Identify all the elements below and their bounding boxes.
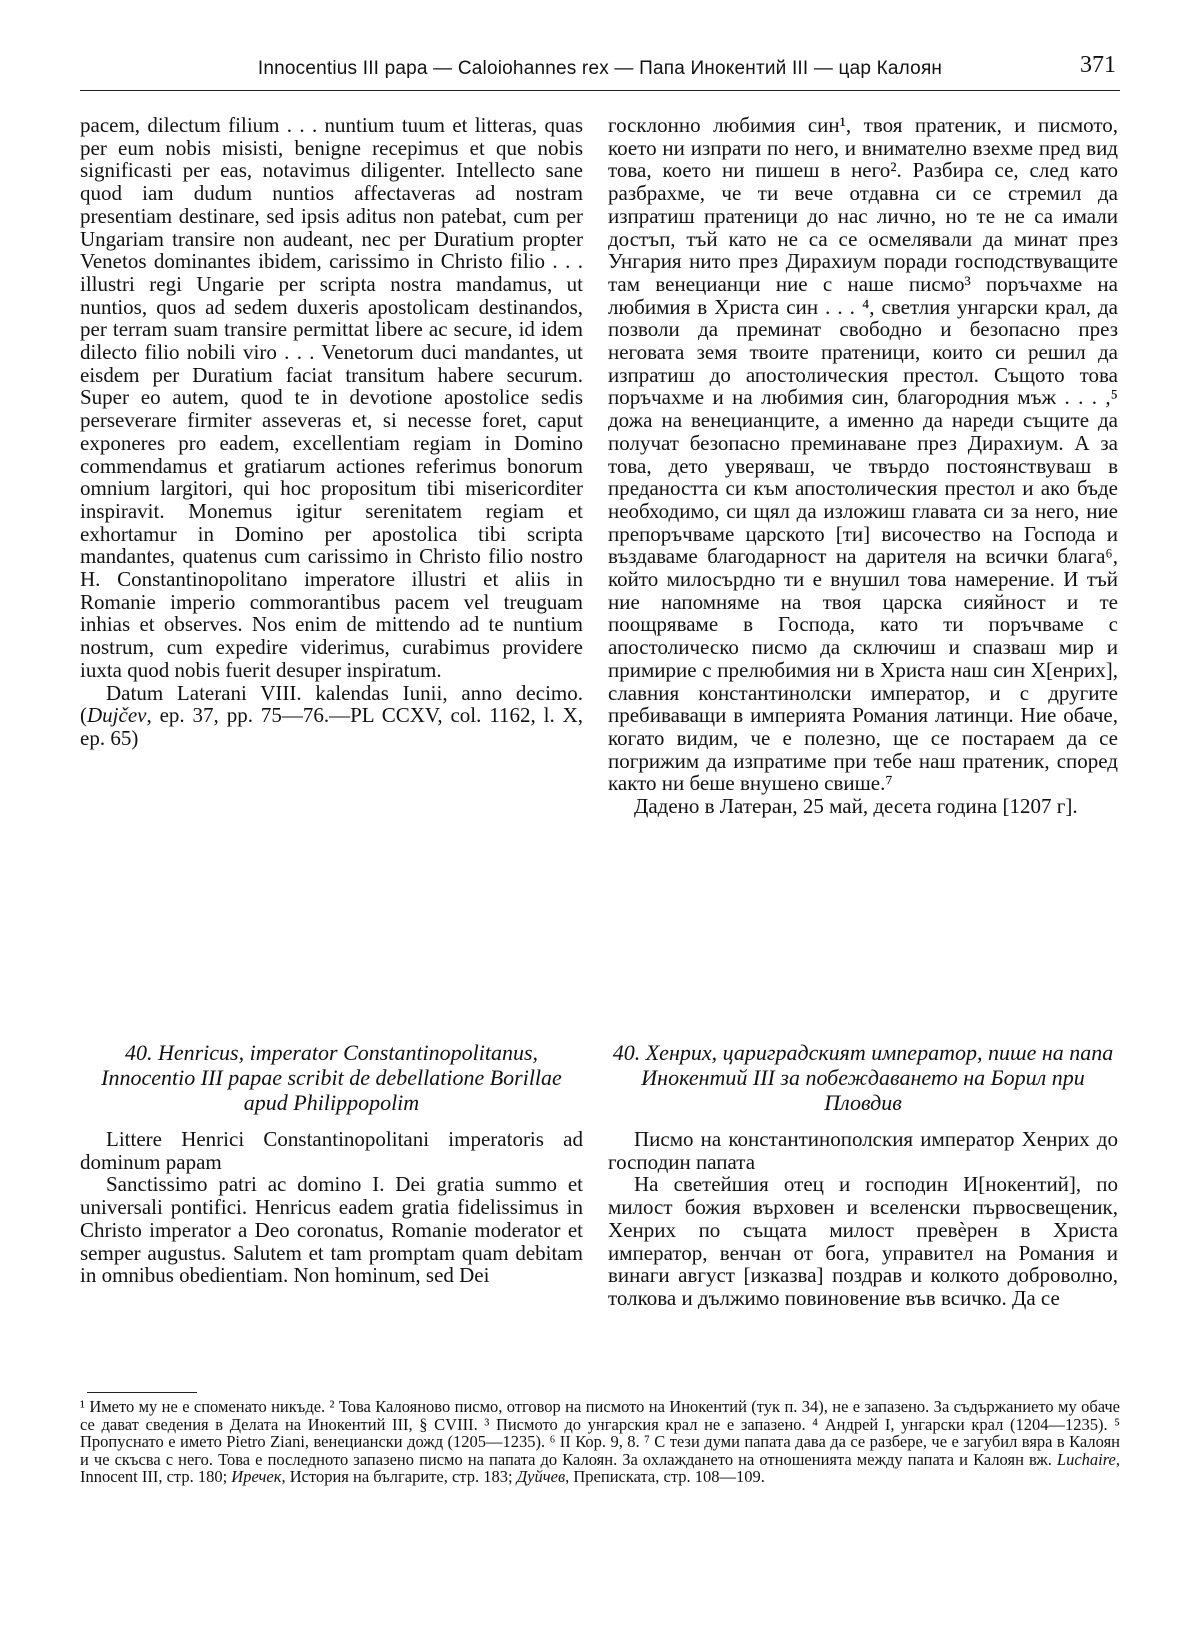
running-header — [80, 50, 1120, 91]
letter40-latin-column — [80, 1128, 583, 1287]
letter39-latin-dating: Datum Laterani VIII. kalendas Iunii, anno decimo. (Dujčev, ep. 37, pp. 75—76.—PL CCXV, col. 1162, l. X, ep. 65) — [80, 680, 583, 750]
letter40-bulgarian-intro: Писмо на константинополския император Хенрих до господин папата — [608, 1127, 1118, 1174]
footnotes — [80, 1398, 1120, 1486]
letter40-bulgarian-text: На светейшия отец и господин И[нокентий], по милост божия върховен и вселенски първосвещеник, Хенрих по същата милост превѐрен в Христа император, венчан от бога, управител на Романия и винаги август [изказва] поздрав и колкото доброволно, толкова и дължимо повиновение във всичко. Да се — [608, 1172, 1118, 1310]
dujcev-footnote-citation: Дуйчев — [516, 1467, 566, 1486]
letter39-bulgarian-column — [608, 114, 1118, 818]
page-number: 371 — [1080, 52, 1116, 78]
luchaire-citation: Luchaire — [1056, 1449, 1116, 1469]
irecek-citation: Иречек — [231, 1467, 282, 1486]
letter39-latin-column — [80, 114, 583, 750]
letter39-bulgarian-text: госклонно любимия син¹, твоя пратеник, и писмото, което ни изпрати по него, и внимателно взехме пред вид това, което ни пишеш в него². Разбира се, след като разбрахме, че ти вече отдавна си се стремил да изпратиш пратеници до нас лично, но те не са имали достъп, тъй като не са се осмелявали да минат през Унгария нито през Дирахиум поради господствуващите там венецианци ние с наше писмо³ поръчахме на любимия в Христа син . . . ⁴, светлия унгарски крал, да позволи да преминат свободно и безопасно през неговата земя твоите пратеници, които си решил да изпратиш до апостолическия престол. Същото това поръчахме и на любимия син, благородния мъж . . . ,⁵ дожа на венецианците, а именно да нареди същите да получат безопасно преминаване през Дирахиум. А за това, дето уверяваш, че твърдо постоянствуваш в предаността си към апостолическия престол и ако бъде необходимо, си щял да изложиш главата си за него, ние препоръчваме царското [ти] височество на Господа и въздаваме благодарност на дарителя на всички блага⁶, който милосърдно ти е внушил това намерение. И тъй ние напомняме на твоя царска сияйност и те поощряваме в Господа, като ти поръчваме с апостолическо писмо да сключиш и спазваш мир и примирие с прелюбимия ни в Христа наш син Х[енрих], славния константинолски император, и с другите пребиваващи в империята Романия латинци. Ние обаче, когато видим, че е полезно, ще се постараем да се погрижим да изпратиме при тебе наш пратеник, според както ни беше внушено свише.⁷ — [608, 113, 1118, 796]
letter40-latin-text: Sanctissimo patri ac domino I. Dei gratia summo et universali pontifici. Henricus eadem gratia fidelissimus in Christo imperator a Deo coronatus, Romanie moderator et semper augustus. Salutem et tam promptam quam debitam in omnibus obedientiam. Non hominum, sed Dei — [80, 1172, 583, 1288]
footnote-block: ¹ Името му не е споменато никъде. ² Това Калояново писмо, отговор на писмото на Инокентий (тук п. 34), не е запазено. За съдържанието му обаче се дават сведения в Делата на Инокентий III, § CVIII. ³ Писмото до унгарския крал не е запазено. ⁴ Андрей I, унгарски крал (1204—1235). ⁵ Пропуснато е името Pietro Ziani, венециански дожд (1205—1235). ⁶ II Кор. 9, 8. ⁷ С тези думи папата дава да се разбере, че е загубил вяра в Калоян и че скъсва с него. Това е последното запазено писмо на папата до Калоян. За охлаждането на отношенията между папата и Калоян вж. Luchaire, Innocent III, стр. 180; Иречек, История на българите, стр. 183; Дуйчев, Преписката, стр. 108—109. — [80, 1397, 1120, 1486]
letter40-bulgarian-heading: 40. Хенрих, цариградският император, пише на папа Инокентий III за побеждаването на Борил при Пловдив — [612, 1040, 1114, 1115]
letter40-bulgarian-column — [608, 1128, 1118, 1310]
letter40-latin-heading: 40. Henricus, imperator Constantinopolitanus, Innocentio III papae scribit de debellatione Borillae apud Philippopolim — [101, 1040, 562, 1115]
letter40-latin-intro: Littere Henrici Constantinopolitani imperatoris ad dominum papam — [80, 1127, 583, 1174]
footnote-divider — [87, 1392, 197, 1393]
letter39-latin-text: pacem, dilectum filium . . . nuntium tuum et litteras, quas per eum nobis misisti, benigne recepimus et que nobis significasti per eas, notavimus diligenter. Intellecto sane quod iam dudum nuntios affectaveras ad nostram presentiam destinare, sed ipsis aditus non patebat, cum per Ungariam transire non audeant, nec per Duratium propter Venetos dominantes ibidem, carissimo in Christo filio . . . illustri regi Ungarie per scripta nostra mandamus, ut nuntios, quos ad sedem duxeris apostolicam destinandos, per terram suam transire permittat libere ac secure, id idem dilecto filio nobili viro . . . Venetorum duci mandantes, ut eisdem per Duratium faciat transitum habere securum. Super eo autem, quod te in devotione apostolice sedis perseverare firmiter asseveras et, si necesse foret, caput exponeres pro eadem, excellentiam regiam in Domino commendamus et gratiarum actiones referimus bonorum omnium largitori, qui hoc propositum tibi misericorditer inspiravit. Monemus igitur serenitatem regiam et exhortamur in Domino per apostolica tibi scripta mandantes, quatenus cum carissimo in Christo filio nostro H. Constantinopolitano imperatore illustri et aliis in Romanie imperio commorantibus pacem vel treuguam inhias et observes. Nos enim de mittendo ad te nuntium nostrum, cum expedire viderimus, curabimus providere iuxta quod nobis fuerit desuper inspiratum. — [80, 113, 583, 682]
dujcev-citation: Dujčev — [87, 703, 147, 728]
running-head-title: Innocentius III papa — Caloiohannes rex — Папа Инокентий III — цар Калоян — [257, 58, 943, 79]
letter39-bulgarian-dating: Дадено в Латеран, 25 май, десета година [1207 г]. — [634, 794, 1078, 819]
